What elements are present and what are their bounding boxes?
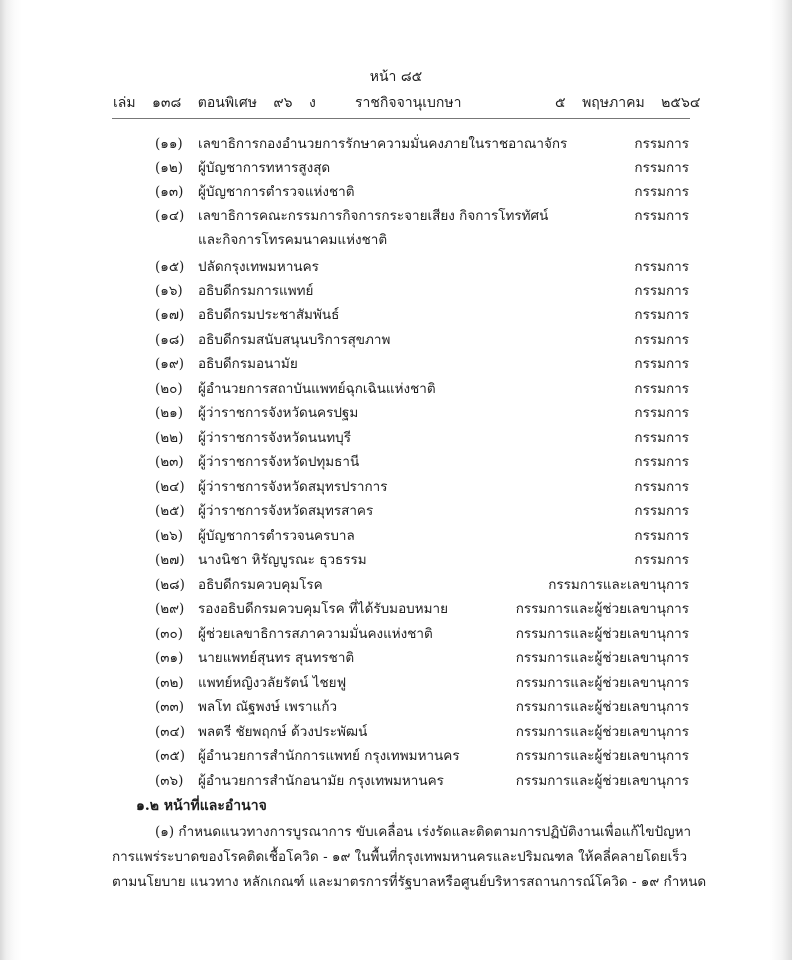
member-title: ผู้ว่าราชการจังหวัดสมุทรปราการ: [198, 479, 388, 495]
list-item-continuation: [0, 228, 792, 250]
member-role: กรรมการและผู้ช่วยเลขานุการ: [515, 626, 689, 642]
list-item: [0, 720, 792, 742]
member-title: ผู้ว่าราชการจังหวัดปทุมธานี: [198, 454, 360, 470]
member-role: กรรมการ: [634, 454, 689, 470]
list-item: [0, 744, 792, 766]
date-year: ๒๕๖๔: [661, 95, 701, 111]
member-role: กรรมการ: [634, 381, 689, 397]
item-number: (๑๑): [155, 136, 183, 152]
item-number: (๑๒): [155, 160, 184, 176]
member-title: แพทย์หญิงวลัยรัตน์ ไชยฟู: [198, 675, 347, 691]
item-number: (๑๗): [155, 307, 185, 323]
list-item: [0, 573, 792, 595]
member-role: กรรมการและผู้ช่วยเลขานุการ: [515, 699, 689, 715]
member-role: กรรมการ: [634, 332, 689, 348]
list-item: [0, 548, 792, 570]
member-role: กรรมการ: [634, 283, 689, 299]
item-number: (๑๕): [155, 259, 185, 275]
item-number: (๓๖): [155, 773, 184, 789]
member-title: เลขาธิการกองอำนวยการรักษาความมั่นคงภายในราชอาณาจักร: [198, 136, 568, 152]
member-title: ผู้ช่วยเลขาธิการสภาความมั่นคงแห่งชาติ: [198, 626, 433, 642]
item-number: (๑๔): [155, 208, 185, 224]
paragraph-text: (๑) กำหนดแนวทางการบูรณาการ ขับเคลื่อน เร่งรัดและติดตามการปฏิบัติงานเพื่อแก้ไขปัญหา: [155, 824, 692, 840]
member-role: กรรมการ: [634, 307, 689, 323]
section-heading: ๑.๒ หน้าที่และอำนาจ: [136, 798, 267, 814]
item-number: (๑๖): [155, 283, 183, 299]
publication-name: ราชกิจจานุเบกษา: [355, 95, 462, 111]
member-title: ผู้ว่าราชการจังหวัดนนทบุรี: [198, 430, 351, 446]
member-title: นางนิชา หิรัญบูรณะ ธุวธรรม: [198, 552, 367, 568]
member-title: ผู้อำนวยการสำนักอนามัย กรุงเทพมหานคร: [198, 773, 444, 789]
item-number: (๓๑): [155, 650, 184, 666]
section-number: ๙๖: [273, 95, 293, 111]
member-role: กรรมการ: [634, 259, 689, 275]
list-item: [0, 156, 792, 178]
list-item: [0, 426, 792, 448]
volume-info: [113, 92, 328, 114]
member-role: กรรมการและเลขานุการ: [548, 577, 689, 593]
item-number: (๑๓): [155, 184, 184, 200]
member-role: กรรมการและผู้ช่วยเลขานุการ: [515, 748, 689, 764]
list-item: [0, 450, 792, 472]
member-title: รองอธิบดีกรมควบคุมโรค ที่ได้รับมอบหมาย: [198, 601, 449, 617]
item-number: (๒๕): [155, 503, 185, 519]
item-number: (๓๐): [155, 626, 184, 642]
volume-number: ๑๓๘: [152, 95, 182, 111]
member-title: ผู้บัญชาการทหารสูงสุด: [198, 160, 331, 176]
list-item: [0, 646, 792, 668]
list-item: [0, 499, 792, 521]
member-role: กรรมการและผู้ช่วยเลขานุการ: [515, 675, 689, 691]
member-title: เลขาธิการคณะกรรมการกิจการกระจายเสียง กิจการโทรทัศน์: [198, 208, 549, 224]
item-number: (๒๖): [155, 528, 184, 544]
list-item: [0, 401, 792, 423]
member-role: กรรมการ: [634, 184, 689, 200]
member-role: กรรมการ: [634, 430, 689, 446]
list-item: [0, 204, 792, 226]
member-role: กรรมการ: [634, 208, 689, 224]
item-number: (๒๓): [155, 454, 184, 470]
member-role: กรรมการ: [634, 160, 689, 176]
member-title: อธิบดีกรมการแพทย์: [198, 283, 314, 299]
member-role: กรรมการ: [634, 356, 689, 372]
list-item: [0, 279, 792, 301]
member-title: อธิบดีกรมสนับสนุนบริการสุขภาพ: [198, 332, 391, 348]
item-number: (๑๙): [155, 356, 184, 372]
paragraph-text: ตามนโยบาย แนวทาง หลักเกณฑ์ และมาตรการที่รัฐบาลหรือศูนย์บริหารสถานการณ์โควิด - ๑๙ กำหนด: [112, 874, 707, 890]
item-number: (๓๕): [155, 748, 185, 764]
header-rule: [112, 118, 690, 119]
member-title: ปลัดกรุงเทพมหานคร: [198, 259, 319, 275]
item-number: (๒๑): [155, 405, 184, 421]
item-number: (๒๔): [155, 479, 185, 495]
member-title: ผู้อำนวยการสำนักการแพทย์ กรุงเทพมหานคร: [198, 748, 460, 764]
list-item: [0, 597, 792, 619]
list-item: [0, 377, 792, 399]
publication-date: [555, 92, 712, 114]
page-number: หน้า ๘๕: [369, 69, 423, 85]
member-title: ผู้ว่าราชการจังหวัดสมุทรสาคร: [198, 503, 374, 519]
member-role: กรรมการ: [634, 405, 689, 421]
item-number: (๓๓): [155, 699, 184, 715]
member-role: กรรมการ: [634, 552, 689, 568]
list-item: [0, 695, 792, 717]
list-item: [0, 132, 792, 154]
member-title: ผู้อำนวยการสถาบันแพทย์ฉุกเฉินแห่งชาติ: [198, 381, 436, 397]
member-title: พลตรี ชัยพฤกษ์ ด้วงประพัฒน์: [198, 724, 368, 740]
member-title: ผู้บัญชาการตำรวจแห่งชาติ: [198, 184, 355, 200]
member-role: กรรมการ: [634, 503, 689, 519]
member-title: นายแพทย์สุนทร สุนทรชาติ: [198, 650, 355, 666]
item-number: (๒๙): [155, 601, 185, 617]
item-number: (๓๔): [155, 724, 185, 740]
item-number: (๒๒): [155, 430, 184, 446]
list-item: [0, 671, 792, 693]
member-title: พลโท ณัฐพงษ์ เพราแก้ว: [198, 699, 338, 715]
section-letter: ง: [309, 95, 316, 111]
list-item: [0, 524, 792, 546]
list-item: [0, 328, 792, 350]
member-title: ผู้บัญชาการตำรวจนครบาล: [198, 528, 355, 544]
item-number: (๒๗): [155, 552, 185, 568]
item-number: (๓๒): [155, 675, 184, 691]
member-title: อธิบดีกรมควบคุมโรค: [198, 577, 323, 593]
member-title: อธิบดีกรมประชาสัมพันธ์: [198, 307, 340, 323]
member-role: กรรมการและผู้ช่วยเลขานุการ: [515, 650, 689, 666]
item-number: (๒๘): [155, 577, 185, 593]
member-role: กรรมการและผู้ช่วยเลขานุการ: [515, 601, 689, 617]
list-item: [0, 180, 792, 202]
section-label: ตอนพิเศษ: [197, 95, 257, 111]
volume-label: เล่ม: [113, 95, 136, 111]
member-role: กรรมการ: [634, 479, 689, 495]
list-item: [0, 255, 792, 277]
member-role: กรรมการและผู้ช่วยเลขานุการ: [515, 773, 689, 789]
item-number: (๒๐): [155, 381, 183, 397]
item-number: (๑๘): [155, 332, 185, 348]
list-item: [0, 475, 792, 497]
member-title: อธิบดีกรมอนามัย: [198, 356, 298, 372]
member-role: กรรมการ: [634, 136, 689, 152]
date-day: ๕: [555, 95, 566, 111]
list-item: [0, 303, 792, 325]
paragraph-text: การแพร่ระบาดของโรคติดเชื้อโควิด - ๑๙ ในพื้นที่กรุงเทพมหานครและปริมณฑล ให้คลี่คลายโดยเร็ว: [112, 849, 688, 865]
member-title-continued: และกิจการโทรคมนาคมแห่งชาติ: [198, 232, 388, 248]
list-item: [0, 622, 792, 644]
member-role: กรรมการและผู้ช่วยเลขานุการ: [515, 724, 689, 740]
list-item: [0, 352, 792, 374]
member-title: ผู้ว่าราชการจังหวัดนครปฐม: [198, 405, 359, 421]
member-role: กรรมการ: [634, 528, 689, 544]
date-month: พฤษภาคม: [582, 95, 645, 111]
list-item: [0, 769, 792, 791]
